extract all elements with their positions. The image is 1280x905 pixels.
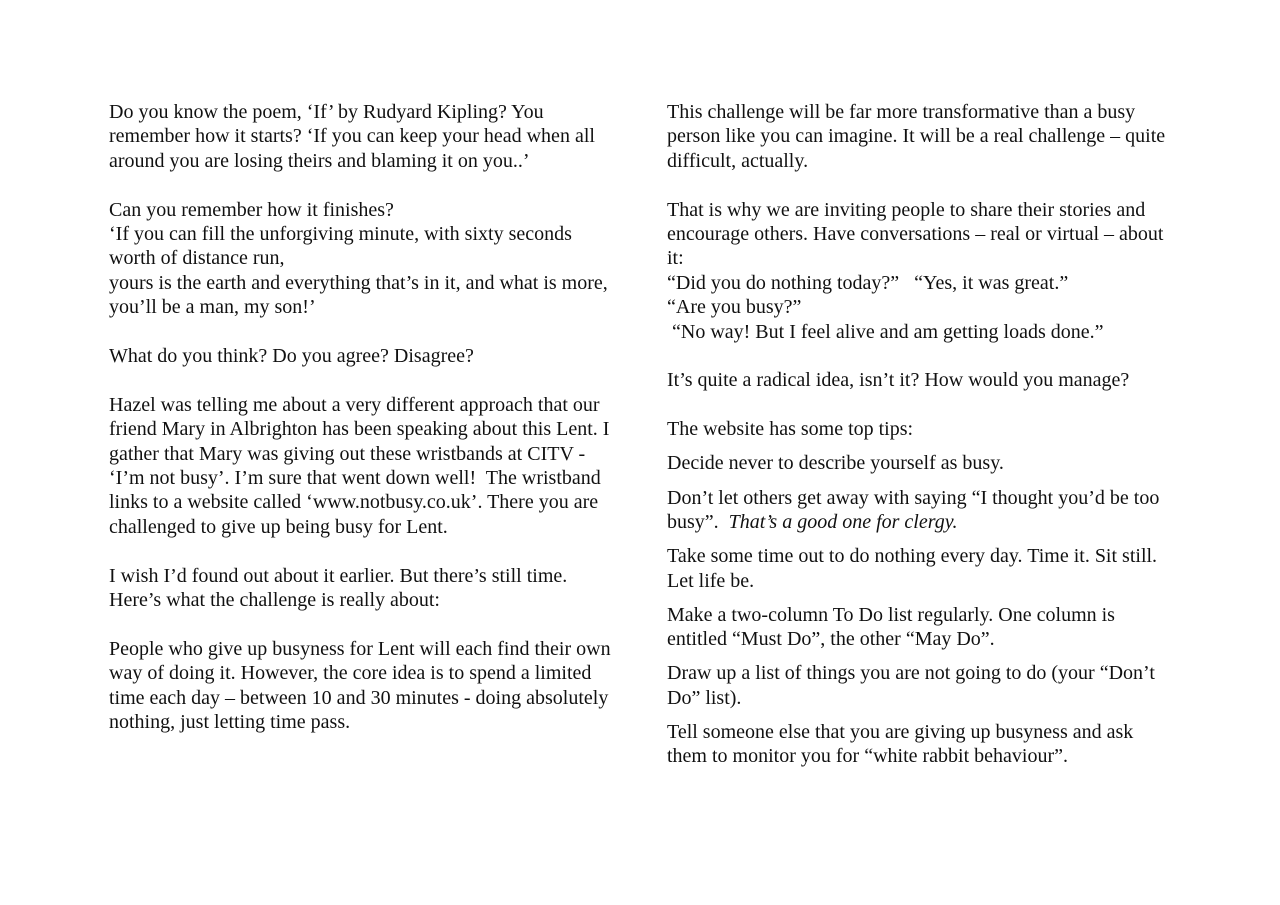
tip-item-2-text: Don’t let others get away with saying “I thought you’d be too busy”. bbox=[667, 486, 1165, 534]
paragraph-poem-line-1: ‘If you can fill the unforgiving minute, with sixty seconds worth of distance run, bbox=[109, 223, 577, 270]
dialogue-line-2: “Are you busy?” bbox=[667, 296, 802, 319]
dialogue-line-3: “No way! But I feel alive and am getting loads done.” bbox=[667, 320, 1104, 343]
paragraph-sharing-stories: That is why we are inviting people to share their stories and encourage others. Have conversations – real or virtual – about it: bbox=[667, 198, 1169, 270]
tip-item-2-aside: That’s a good one for clergy. bbox=[728, 511, 958, 534]
paragraph-kipling-intro: Do you know the poem, ‘If’ by Rudyard Kipling? You remember how it starts? ‘If you can keep your head when all around you are losing theirs and blaming it on you..’ bbox=[109, 101, 600, 172]
tip-item-1: Decide never to describe yourself as busy. bbox=[667, 452, 1004, 475]
tip-item-5: Draw up a list of things you are not going to do (your “Don’t Do” list). bbox=[667, 662, 1160, 709]
tip-item-2 bbox=[667, 486, 1171, 535]
right-column bbox=[667, 100, 1171, 769]
paragraph-radical-idea: It’s quite a radical idea, isn’t it? How would you manage? bbox=[667, 369, 1130, 392]
tip-item-4: Make a two-column To Do list regularly. One column is entitled “Must Do”, the other “May Do”. bbox=[667, 603, 1120, 651]
paragraph-finish-question: Can you remember how it finishes? bbox=[109, 198, 394, 221]
tips-heading: The website has some top tips: bbox=[667, 418, 914, 441]
paragraph-poem-line-2: yours is the earth and everything that’s in it, and what is more, you’ll be a man, my son!’ bbox=[109, 271, 613, 319]
tip-item-6: Tell someone else that you are giving up busyness and ask them to monitor you for “white rabbit behaviour”. bbox=[667, 721, 1139, 768]
left-column bbox=[109, 100, 615, 734]
paragraph-agree-question: What do you think? Do you agree? Disagree? bbox=[109, 345, 474, 368]
paragraph-transformative: This challenge will be far more transformative than a busy person like you can imagine. It will be a real challenge – quite difficult, actually. bbox=[667, 101, 1171, 172]
dialogue-line-1: “Did you do nothing today?” “Yes, it was great.” bbox=[667, 271, 1069, 294]
tip-item-3: Take some time out to do nothing every day. Time it. Sit still. Let life be. bbox=[667, 545, 1163, 592]
paragraph-core-idea: People who give up busyness for Lent will each find their own way of doing it. However, the core idea is to spend a limited time each day – between 10 and 30 minutes - doing absolutely nothing, just letting time pass. bbox=[109, 637, 616, 734]
paragraph-challenge-intro: I wish I’d found out about it earlier. But there’s still time. Here’s what the challenge is really about: bbox=[109, 564, 573, 612]
paragraph-hazel-story: Hazel was telling me about a very different approach that our friend Mary in Albrighton has been speaking about this Lent. I gather that Mary was giving out these wristbands at CITV - ‘I’m not busy’. I’m sure that went down well! The wristband links to a website called ‘www.notbusy.co.uk’. There you are challenged to give up being busy for Lent. bbox=[109, 393, 615, 538]
